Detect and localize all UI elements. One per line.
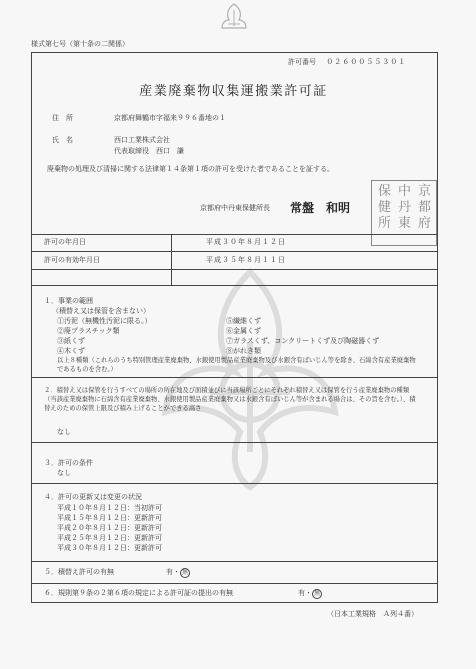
history-row: 平成３０年８月１２日：更新許可 [57, 544, 162, 552]
issuer-title: 京都府中丹東保健所長 [200, 204, 270, 212]
section-rule [31, 561, 437, 562]
seal-char: 府 [417, 216, 431, 231]
seal-char: 所 [377, 216, 391, 231]
table-rule [31, 269, 437, 270]
list-item: ⑥金属くず [226, 327, 261, 335]
option-separator: ・ [305, 589, 312, 597]
option-no-circled: 無 [181, 569, 188, 576]
table-rule [31, 285, 437, 286]
company-name: 西口工業株式会社 [114, 136, 170, 144]
representative-name: 代表取締役 西口 謙 [114, 147, 184, 155]
list-item: ③紙くず [57, 337, 85, 345]
seal-char: 都 [417, 200, 431, 215]
option-yes: 有 [166, 568, 173, 576]
seal-char: 京 [417, 184, 431, 199]
option-separator: ・ [173, 568, 180, 576]
option-yes: 有 [298, 589, 305, 597]
section1-heading: １．事業の範囲 [44, 297, 93, 305]
section1-summary: 以上８種類（これらのうち特別管理産業廃棄物、水銀使用製品産業廃棄物及び水銀含有ばいじん等を除き、石綿含有産業廃棄物であるものを含む。） [57, 357, 416, 373]
section5-options [166, 568, 190, 578]
section4-heading: ４．許可の更新又は変更の状況 [44, 493, 142, 501]
list-item: ④木くず [57, 347, 85, 355]
seal-char: 東 [397, 216, 411, 231]
section-rule [31, 583, 437, 584]
section-rule [31, 442, 437, 443]
form-reference: 様式第七号（第十条の二関係） [31, 40, 129, 48]
list-item: ⑤繊維くず [226, 317, 261, 325]
table-divider [171, 234, 172, 285]
list-item: ⑧がれき類 [226, 347, 261, 355]
history-row: 平成１５年８月１２日：更新許可 [57, 514, 162, 522]
name-label: 氏 名 [52, 136, 73, 144]
section5-heading: ５．積替え許可の有無 [44, 568, 114, 576]
section-rule [31, 483, 437, 484]
option-no-circled: 無 [313, 590, 320, 597]
prefecture-emblem [214, 2, 254, 32]
section2-text: ２．積替え又は保管を行うすべての場所の所在地及び面積並びに当該場所ごとにそれぞれ積替え又は保管を行う産業廃棄物の種類（当該産業廃棄物に石綿含有産業廃棄物、水銀使用製品産業廃棄物又は水銀含有ばいじん等が含まれる場合は、その旨を含む。）、積替えのための保管上限及び積み上げることができる高さ [44, 387, 416, 412]
section1-note: （積替え又は保管を含まない） [52, 307, 150, 315]
permit-number-value: ０２６００５５３０１ [326, 58, 407, 66]
permit-date-value: 平成３０年８月１２日 [206, 238, 286, 246]
permit-number [288, 58, 406, 67]
history-row: 平成２０年８月１２日：更新許可 [57, 524, 162, 532]
seal-char: 丹 [397, 200, 411, 215]
section3-value: なし [57, 469, 71, 477]
seal-char: 健 [377, 200, 391, 215]
permit-date-label: 許可の年月日 [44, 238, 86, 246]
official-seal [371, 180, 437, 246]
footer-note: （日本工業規格 Ａ列４番） [327, 610, 418, 618]
address-label: 住 所 [52, 114, 73, 122]
certification-statement: 廃棄物の処理及び清掃に関する法律第１４条第１項の許可を受けた者であることを証する。 [47, 165, 334, 173]
expiry-date-value: 平成３５年８月１１日 [206, 256, 286, 264]
table-rule [31, 234, 437, 235]
list-item: ②廃プラスチック類 [57, 327, 120, 335]
list-item: ①汚泥（無機性汚泥に限る。） [57, 317, 152, 325]
section-rule [31, 377, 437, 378]
issuer-name: 常盤 和明 [290, 201, 351, 215]
permit-number-label: 許可番号 [288, 58, 316, 66]
expiry-date-label: 許可の有効年月日 [44, 256, 100, 264]
section6-options [298, 589, 322, 599]
section6-heading: ６．規則第９条の２第６項の規定による許可証の提出の有無 [44, 589, 233, 597]
seal-char: 中 [397, 184, 411, 199]
document-title: 産業廃棄物収集運搬業許可証 [139, 84, 328, 99]
section2-value: なし [57, 428, 71, 436]
table-rule [31, 251, 437, 252]
history-row: 平成１０年８月１２日：当初許可 [57, 504, 162, 512]
seal-char: 保 [377, 184, 391, 199]
address-value: 京都府舞鶴市字福来９９６番地の１ [114, 114, 226, 122]
section3-heading: ３．許可の条件 [44, 459, 93, 467]
history-row: 平成２５年８月１２日：更新許可 [57, 534, 162, 542]
list-item: ⑦ガラスくず、コンクリートくず及び陶磁器くず [226, 337, 380, 345]
